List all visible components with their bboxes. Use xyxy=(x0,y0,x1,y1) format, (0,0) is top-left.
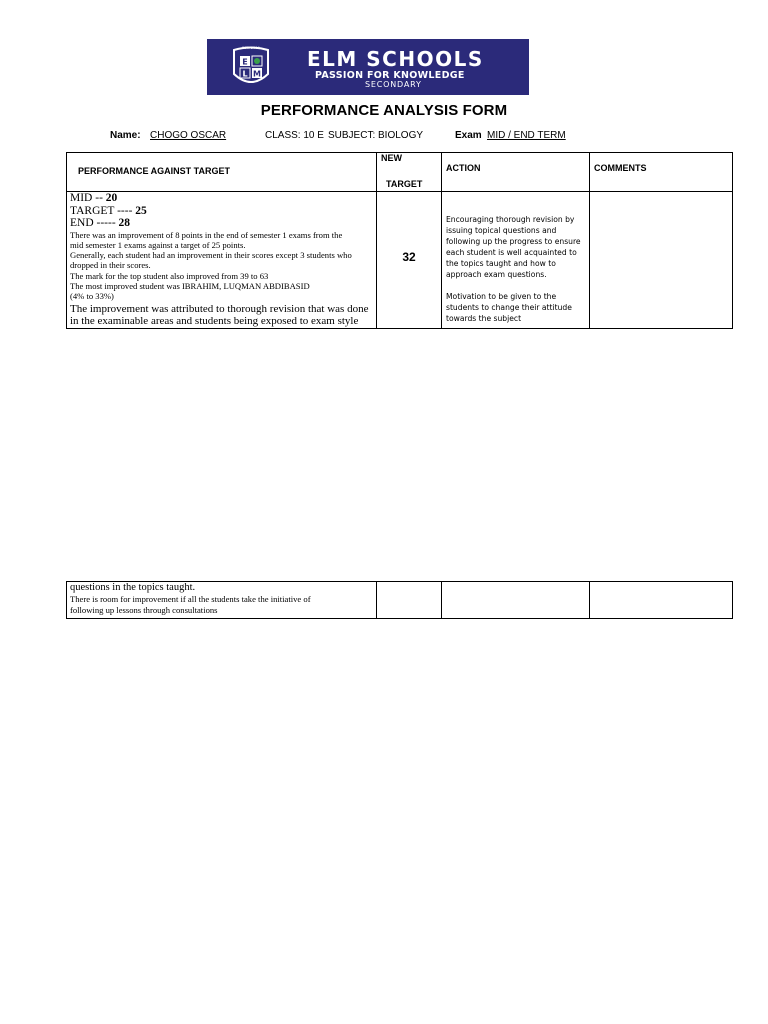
mid-value: 20 xyxy=(105,192,118,204)
subject-text: SUBJECT: BIOLOGY xyxy=(328,130,424,141)
form-title: PERFORMANCE ANALYSIS FORM xyxy=(260,102,508,119)
cont-col-divider-1 xyxy=(376,581,377,619)
crest-letter-e: E xyxy=(242,57,248,67)
end-value: 28 xyxy=(118,217,131,229)
col-divider-2 xyxy=(441,152,442,329)
action-line: following up the progress to ensure xyxy=(446,237,581,246)
target-score-line xyxy=(70,205,375,218)
crest-letter-l: L xyxy=(242,69,248,79)
header-new: NEW xyxy=(381,153,402,163)
mid-label: MID -- xyxy=(70,192,106,204)
action-line: each student is well acquainted to xyxy=(446,248,577,257)
attribution-text xyxy=(70,303,375,328)
action-line: students to change their attitude xyxy=(446,303,572,312)
school-name: ELM SCHOOLS xyxy=(307,47,484,71)
attribution-line: in the examinable areas and students being exposed to exam style xyxy=(70,315,359,328)
class-text: CLASS: 10 E xyxy=(265,130,324,141)
action-line: approach exam questions. xyxy=(446,270,547,279)
action-line: towards the subject xyxy=(446,314,522,323)
note-line: The mark for the top student also improved from 39 to 63 xyxy=(70,270,269,281)
header-action: ACTION xyxy=(446,163,481,173)
student-name: CHOGO OSCAR xyxy=(150,130,227,141)
new-target-value: 32 xyxy=(402,250,416,264)
continuation-cell xyxy=(70,582,311,616)
school-level: SECONDARY xyxy=(365,80,422,89)
attribution-line: The improvement was attributed to thorough revision that was done xyxy=(70,302,369,315)
cont-col-divider-3 xyxy=(589,581,590,619)
action-line xyxy=(446,280,581,291)
target-value: 25 xyxy=(135,204,147,217)
school-motto: PASSION FOR KNOWLEDGE xyxy=(315,70,465,81)
exam-label: Exam xyxy=(455,130,482,141)
action-line: the topics taught and how to xyxy=(446,259,556,268)
crest-est: EST. 2009 xyxy=(242,46,260,50)
end-score-line xyxy=(70,217,375,230)
action-line: Motivation to be given to the xyxy=(446,292,557,301)
school-crest-icon xyxy=(228,44,274,90)
continuation-line: following up lessons through consultations xyxy=(70,605,218,615)
target-label: TARGET ---- xyxy=(70,204,136,217)
header-comments: COMMENTS xyxy=(594,163,647,173)
name-label: Name: xyxy=(110,130,141,141)
end-label: END ----- xyxy=(70,217,119,229)
mid-score-line xyxy=(70,192,375,205)
action-line: issuing topical questions and xyxy=(446,226,557,235)
header-performance: PERFORMANCE AGAINST TARGET xyxy=(78,166,230,176)
note-line: dropped in their scores. xyxy=(70,260,151,271)
note-line: There was an improvement of 8 points in the end of semester 1 exams from the xyxy=(70,229,343,240)
note-line: mid semester 1 exams against a target of 25 points. xyxy=(70,239,246,250)
header-target: TARGET xyxy=(386,179,423,189)
col-divider-3 xyxy=(589,152,590,329)
exam-value: MID / END TERM xyxy=(487,130,566,141)
note-line: (4% to 33%) xyxy=(70,291,114,302)
note-line: Generally, each student had an improvement in their scores except 3 students who xyxy=(70,250,352,261)
performance-notes xyxy=(70,230,375,302)
continuation-line: There is room for improvement if all the students take the initiative of xyxy=(70,594,311,604)
cont-col-divider-2 xyxy=(441,581,442,619)
col-divider-1 xyxy=(376,152,377,329)
performance-cell xyxy=(70,192,375,328)
crest-letter-m: M xyxy=(253,69,261,79)
action-cell xyxy=(446,214,581,324)
note-line: The most improved student was IBRAHIM, LUQMAN ABDIBASID xyxy=(70,280,310,291)
school-logo-banner xyxy=(207,39,529,95)
action-line: Encouraging thorough revision by xyxy=(446,215,575,224)
continuation-line: questions in the topics taught. xyxy=(70,582,196,593)
